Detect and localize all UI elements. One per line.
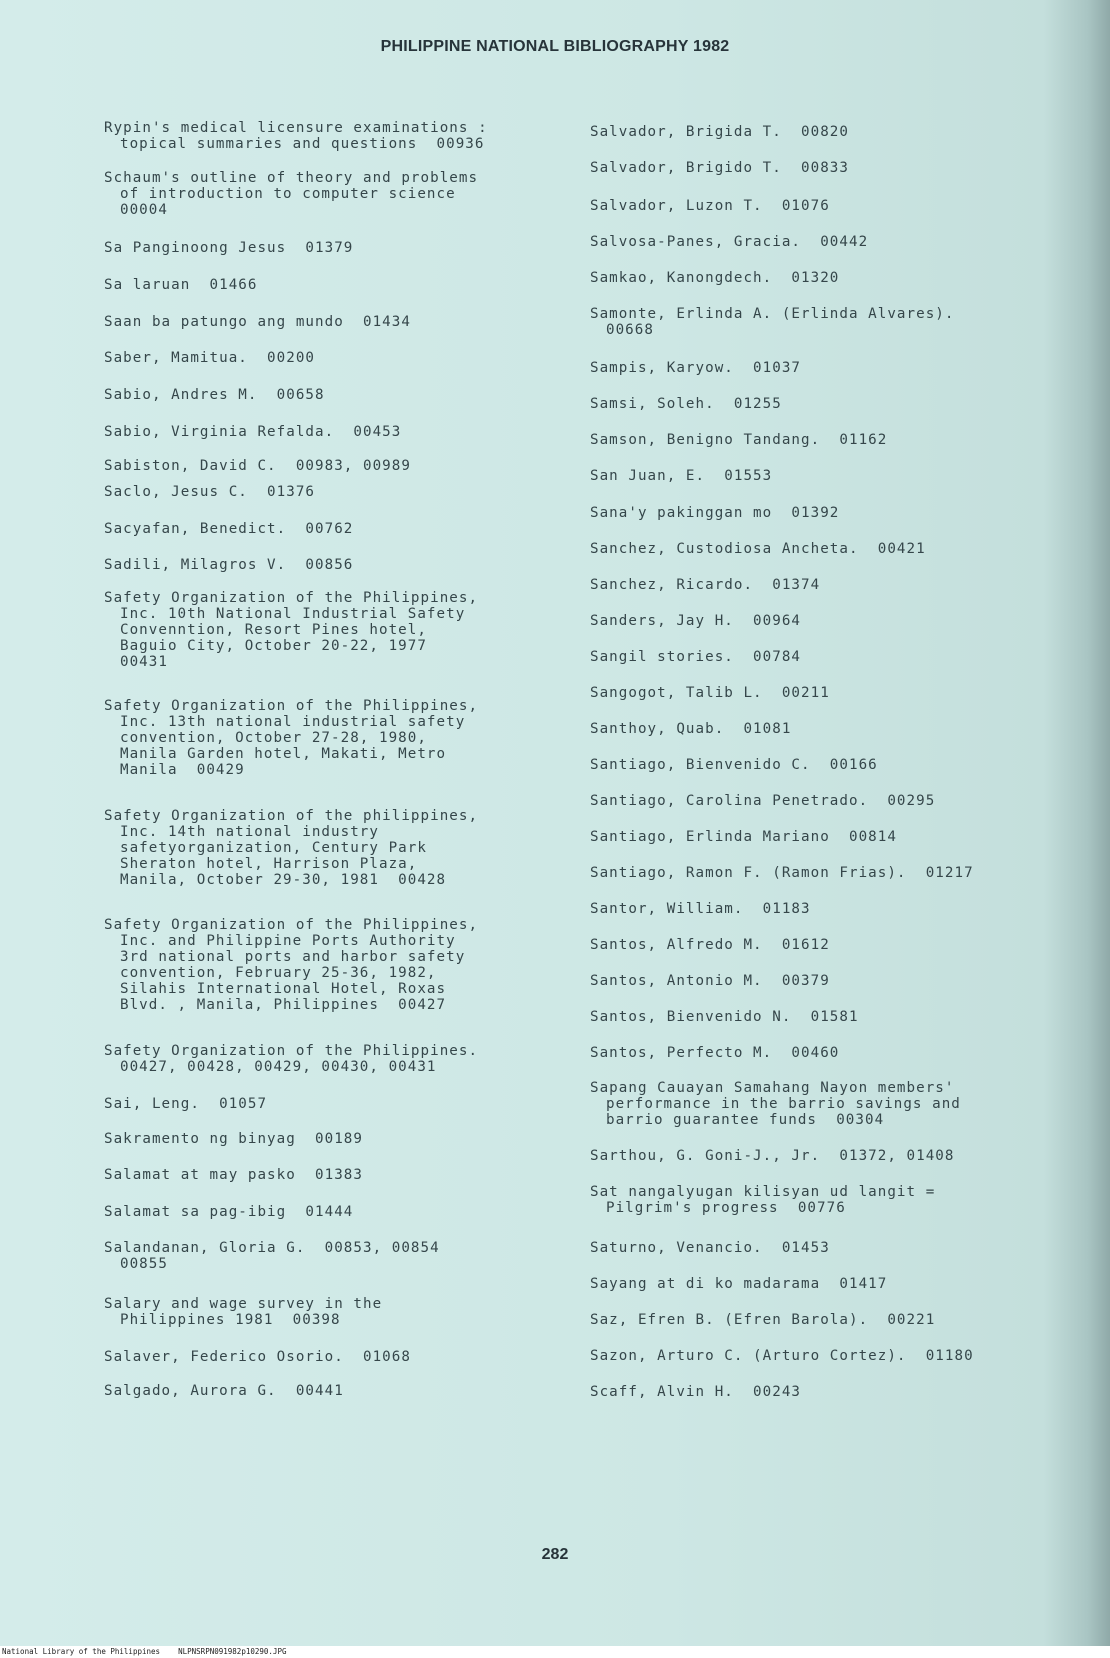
entry-line: 00855	[120, 1256, 168, 1272]
bibliography-entry	[590, 234, 1060, 250]
entry-line: Sanders, Jay H. 00964	[590, 613, 802, 629]
entry-line: San Juan, E. 01553	[590, 468, 773, 484]
bibliography-entry	[590, 937, 1060, 953]
bibliography-entry	[590, 468, 1060, 484]
entry-line: Saz, Efren B. (Efren Barola). 00221	[590, 1312, 936, 1328]
bibliography-entry	[590, 270, 1060, 286]
entry-line: Salvosa-Panes, Gracia. 00442	[590, 234, 869, 250]
bibliography-entry	[104, 120, 574, 152]
entry-line: Salary and wage survey in the	[104, 1296, 383, 1312]
bibliography-entry	[590, 1148, 1060, 1164]
entry-line: Sangil stories. 00784	[590, 649, 802, 665]
bibliography-entry	[590, 649, 1060, 665]
entry-line: Silahis International Hotel, Roxas	[120, 981, 447, 997]
bibliography-entry	[590, 306, 1060, 338]
entry-line: Manila, October 29-30, 1981 00428	[120, 872, 447, 888]
entry-line: Sa Panginoong Jesus 01379	[104, 240, 354, 256]
entry-line: Philippines 1981 00398	[120, 1312, 341, 1328]
entry-line: Inc. 10th National Industrial Safety	[120, 606, 466, 622]
bibliography-entry	[590, 1009, 1060, 1025]
entry-line: Sana'y pakinggan mo 01392	[590, 505, 840, 521]
bibliography-entry	[590, 124, 1060, 140]
entry-line: Salvador, Luzon T. 01076	[590, 198, 830, 214]
bibliography-entry	[104, 387, 574, 403]
bibliography-entry	[104, 170, 574, 218]
entry-line: 00004	[120, 202, 168, 218]
bibliography-entry	[104, 1383, 574, 1399]
entry-line: Salvador, Brigido T. 00833	[590, 160, 849, 176]
entry-line: Samkao, Kanongdech. 01320	[590, 270, 840, 286]
bibliography-entry	[590, 160, 1060, 176]
entry-line: Salamat at may pasko 01383	[104, 1167, 363, 1183]
bibliography-entry	[590, 721, 1060, 737]
entry-line: Schaum's outline of theory and problems	[104, 170, 479, 186]
entry-line: Santor, William. 01183	[590, 901, 811, 917]
entry-line: convention, February 25-36, 1982,	[120, 965, 437, 981]
entry-line: Salaver, Federico Osorio. 01068	[104, 1349, 411, 1365]
page-title: PHILIPPINE NATIONAL BIBLIOGRAPHY 1982	[380, 38, 730, 55]
entry-line: Sabiston, David C. 00983, 00989	[104, 458, 411, 474]
entry-line: Sarthou, G. Goni-J., Jr. 01372, 01408	[590, 1148, 955, 1164]
entry-line: Manila 00429	[120, 762, 245, 778]
entry-line: Sazon, Arturo C. (Arturo Cortez). 01180	[590, 1348, 974, 1364]
bibliography-entry	[104, 1167, 574, 1183]
entry-line: Blvd. , Manila, Philippines 00427	[120, 997, 447, 1013]
page-number: 282	[541, 1546, 569, 1563]
entry-line: Samonte, Erlinda A. (Erlinda Alvares).	[590, 306, 955, 322]
entry-line: Sat nangalyugan kilisyan ud langit =	[590, 1184, 936, 1200]
entry-line: Safety Organization of the Philippines,	[104, 917, 479, 933]
bibliography-entry	[104, 277, 574, 293]
entry-line: Sampis, Karyow. 01037	[590, 360, 802, 376]
bibliography-entry	[104, 521, 574, 537]
entry-line: Santos, Alfredo M. 01612	[590, 937, 830, 953]
entry-line: 3rd national ports and harbor safety	[120, 949, 466, 965]
bibliography-entry	[590, 613, 1060, 629]
entry-line: Rypin's medical licensure examinations :	[104, 120, 488, 136]
bibliography-entry	[590, 757, 1060, 773]
bibliography-entry	[104, 1349, 574, 1365]
entry-line: Santos, Perfecto M. 00460	[590, 1045, 840, 1061]
bibliography-entry	[590, 360, 1060, 376]
bibliography-entry	[104, 424, 574, 440]
bibliography-entry	[590, 901, 1060, 917]
entry-line: of introduction to computer science	[120, 186, 456, 202]
entry-line: Salandanan, Gloria G. 00853, 00854	[104, 1240, 440, 1256]
entry-line: Santiago, Carolina Penetrado. 00295	[590, 793, 936, 809]
bibliography-entry	[590, 541, 1060, 557]
entry-line: Safety Organization of the Philippines,	[104, 698, 479, 714]
entry-line: Sayang at di ko madarama 01417	[590, 1276, 888, 1292]
bibliography-entry	[590, 1240, 1060, 1256]
entry-line: Salamat sa pag-ibig 01444	[104, 1204, 354, 1220]
entry-line: Safety Organization of the Philippines.	[104, 1043, 479, 1059]
entry-line: Sapang Cauayan Samahang Nayon members'	[590, 1080, 955, 1096]
bibliography-entry	[590, 1276, 1060, 1292]
entry-line: topical summaries and questions 00936	[120, 136, 485, 152]
entry-line: Sadili, Milagros V. 00856	[104, 557, 354, 573]
entry-line: Sa laruan 01466	[104, 277, 258, 293]
bibliography-entry	[590, 973, 1060, 989]
entry-line: Sai, Leng. 01057	[104, 1096, 268, 1112]
bibliography-entry	[104, 484, 574, 500]
entry-line: Santiago, Ramon F. (Ramon Frias). 01217	[590, 865, 974, 881]
entry-line: Samsi, Soleh. 01255	[590, 396, 782, 412]
scan-credit: National Library of the Philippines NLPNSRPN091982p10290.JPG	[2, 1647, 287, 1656]
bibliography-entry	[104, 350, 574, 366]
entry-line: convention, October 27-28, 1980,	[120, 730, 427, 746]
bibliography-entry	[104, 240, 574, 256]
bibliography-entry	[590, 685, 1060, 701]
bibliography-entry	[590, 1348, 1060, 1364]
bibliography-entry	[104, 557, 574, 573]
entry-line: Sakramento ng binyag 00189	[104, 1131, 363, 1147]
entry-line: Saber, Mamitua. 00200	[104, 350, 316, 366]
entry-line: Pilgrim's progress 00776	[606, 1200, 846, 1216]
entry-line: 00427, 00428, 00429, 00430, 00431	[120, 1059, 437, 1075]
bibliography-entry	[590, 793, 1060, 809]
bibliography-entry	[104, 314, 574, 330]
bibliography-entry	[104, 1240, 574, 1272]
bibliography-entry	[590, 505, 1060, 521]
entry-line: 00668	[606, 322, 654, 338]
entry-line: Saan ba patungo ang mundo 01434	[104, 314, 411, 330]
bibliography-entry	[590, 1045, 1060, 1061]
entry-line: safetyorganization, Century Park	[120, 840, 427, 856]
bibliography-entry	[590, 432, 1060, 448]
bibliography-entry	[590, 1080, 1060, 1128]
entry-line: Santiago, Erlinda Mariano 00814	[590, 829, 897, 845]
entry-line: 00431	[120, 654, 168, 670]
bibliography-entry	[104, 1131, 574, 1147]
entry-line: Safety Organization of the Philippines,	[104, 590, 479, 606]
bibliography-entry	[104, 808, 574, 888]
entry-line: Sanchez, Custodiosa Ancheta. 00421	[590, 541, 926, 557]
entry-line: Sacyafan, Benedict. 00762	[104, 521, 354, 537]
entry-line: Sanchez, Ricardo. 01374	[590, 577, 821, 593]
bibliography-entry	[104, 1096, 574, 1112]
bibliography-entry	[590, 577, 1060, 593]
bibliography-entry	[590, 865, 1060, 881]
entry-line: Salgado, Aurora G. 00441	[104, 1383, 344, 1399]
bibliography-entry	[590, 396, 1060, 412]
bibliography-entry	[590, 829, 1060, 845]
entry-line: Sabio, Virginia Refalda. 00453	[104, 424, 402, 440]
entry-line: Inc. 14th national industry	[120, 824, 379, 840]
entry-line: Convenntion, Resort Pines hotel,	[120, 622, 427, 638]
bibliography-entry	[590, 1184, 1060, 1216]
entry-line: Safety Organization of the philippines,	[104, 808, 479, 824]
entry-line: Santiago, Bienvenido C. 00166	[590, 757, 878, 773]
entry-line: Salvador, Brigida T. 00820	[590, 124, 849, 140]
entry-line: Inc. 13th national industrial safety	[120, 714, 466, 730]
entry-line: Manila Garden hotel, Makati, Metro	[120, 746, 447, 762]
bibliography-entry	[590, 198, 1060, 214]
entry-line: Santos, Bienvenido N. 01581	[590, 1009, 859, 1025]
entry-line: Santos, Antonio M. 00379	[590, 973, 830, 989]
entry-line: Sheraton hotel, Harrison Plaza,	[120, 856, 418, 872]
entry-line: Sabio, Andres M. 00658	[104, 387, 325, 403]
bibliography-entry	[104, 590, 574, 670]
entry-line: barrio guarantee funds 00304	[606, 1112, 885, 1128]
entry-line: Baguio City, October 20-22, 1977	[120, 638, 427, 654]
bibliography-entry	[590, 1312, 1060, 1328]
entry-line: Saturno, Venancio. 01453	[590, 1240, 830, 1256]
entry-line: Inc. and Philippine Ports Authority	[120, 933, 456, 949]
bibliography-entry	[104, 1296, 574, 1328]
entry-line: performance in the barrio savings and	[606, 1096, 961, 1112]
bibliography-entry	[104, 1204, 574, 1220]
entry-line: Santhoy, Quab. 01081	[590, 721, 792, 737]
bibliography-entry	[104, 458, 574, 474]
entry-line: Saclo, Jesus C. 01376	[104, 484, 316, 500]
entry-line: Sangogot, Talib L. 00211	[590, 685, 830, 701]
bibliography-entry	[104, 917, 574, 1013]
entry-line: Samson, Benigno Tandang. 01162	[590, 432, 888, 448]
bibliography-entry	[590, 1384, 1060, 1400]
entry-line: Scaff, Alvin H. 00243	[590, 1384, 802, 1400]
bibliography-entry	[104, 1043, 574, 1075]
bibliography-entry	[104, 698, 574, 778]
